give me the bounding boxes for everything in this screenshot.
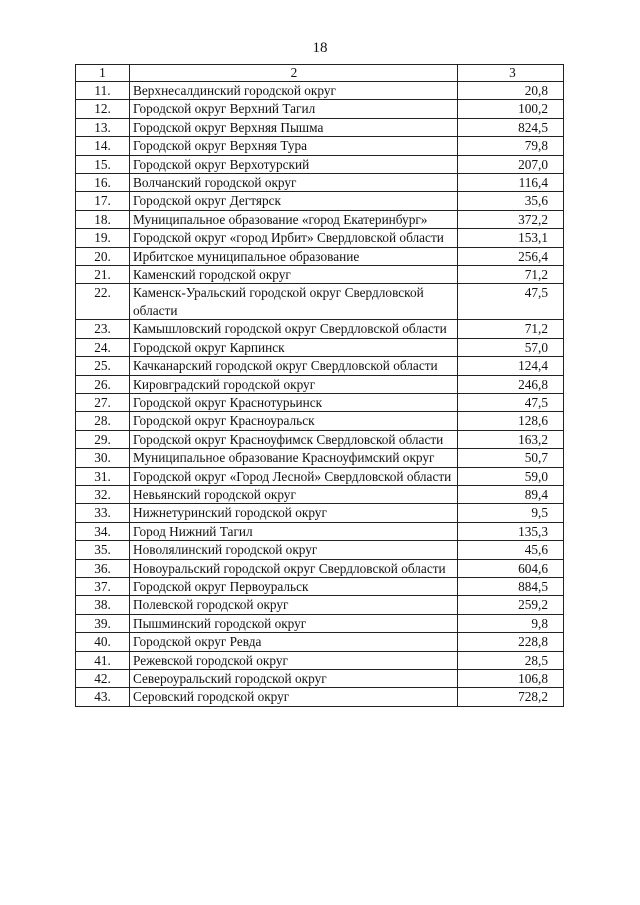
row-number: 20. bbox=[76, 247, 130, 265]
row-name: Муниципальное образование Красноуфимский округ bbox=[130, 449, 458, 467]
page-number: 18 bbox=[312, 40, 328, 56]
row-value: 79,8 bbox=[458, 137, 564, 155]
row-number: 16. bbox=[76, 174, 130, 192]
row-value: 259,2 bbox=[458, 596, 564, 614]
row-number: 32. bbox=[76, 485, 130, 503]
row-name: Новолялинский городской округ bbox=[130, 541, 458, 559]
table-row bbox=[76, 596, 564, 614]
table-row bbox=[76, 651, 564, 669]
row-value: 372,2 bbox=[458, 210, 564, 228]
table-row bbox=[76, 467, 564, 485]
table-row bbox=[76, 485, 564, 503]
row-number: 18. bbox=[76, 210, 130, 228]
row-value: 57,0 bbox=[458, 338, 564, 356]
row-value: 71,2 bbox=[458, 320, 564, 338]
row-number: 30. bbox=[76, 449, 130, 467]
row-name: Каменский городской округ bbox=[130, 266, 458, 284]
row-name: Городской округ Верхотурский bbox=[130, 155, 458, 173]
row-name: Невьянский городской округ bbox=[130, 485, 458, 503]
row-value: 116,4 bbox=[458, 174, 564, 192]
row-number: 25. bbox=[76, 357, 130, 375]
row-name: Ирбитское муниципальное образование bbox=[130, 247, 458, 265]
row-number: 41. bbox=[76, 651, 130, 669]
row-name: Режевской городской округ bbox=[130, 651, 458, 669]
row-name: Городской округ Верхняя Тура bbox=[130, 137, 458, 155]
row-number: 40. bbox=[76, 633, 130, 651]
row-value: 100,2 bbox=[458, 100, 564, 118]
row-value: 35,6 bbox=[458, 192, 564, 210]
table-row bbox=[76, 688, 564, 706]
row-number: 39. bbox=[76, 614, 130, 632]
row-name: Качканарский городской округ Свердловской области bbox=[130, 357, 458, 375]
row-number: 36. bbox=[76, 559, 130, 577]
column-header-value: 3 bbox=[458, 65, 564, 82]
table-row bbox=[76, 559, 564, 577]
row-value: 47,5 bbox=[458, 393, 564, 411]
row-name: Кировградский городской округ bbox=[130, 375, 458, 393]
table-row bbox=[76, 82, 564, 100]
row-number: 23. bbox=[76, 320, 130, 338]
row-number: 12. bbox=[76, 100, 130, 118]
row-name: Городской округ Красноуфимск Свердловской области bbox=[130, 430, 458, 448]
row-value: 135,3 bbox=[458, 522, 564, 540]
row-name: Городской округ Верхний Тагил bbox=[130, 100, 458, 118]
row-name: Городской округ Ревда bbox=[130, 633, 458, 651]
table-row bbox=[76, 100, 564, 118]
row-name: Городской округ «город Ирбит» Свердловской области bbox=[130, 229, 458, 247]
row-name: Городской округ Первоуральск bbox=[130, 577, 458, 595]
table-row bbox=[76, 522, 564, 540]
row-value: 824,5 bbox=[458, 118, 564, 136]
row-number: 33. bbox=[76, 504, 130, 522]
row-value: 50,7 bbox=[458, 449, 564, 467]
row-name: Муниципальное образование «город Екатеринбург» bbox=[130, 210, 458, 228]
table-row bbox=[76, 614, 564, 632]
row-value: 47,5 bbox=[458, 284, 564, 320]
table-body bbox=[76, 65, 564, 707]
table-row bbox=[76, 247, 564, 265]
table-row bbox=[76, 338, 564, 356]
row-value: 246,8 bbox=[458, 375, 564, 393]
row-number: 38. bbox=[76, 596, 130, 614]
row-name: Город Нижний Тагил bbox=[130, 522, 458, 540]
row-name: Городской округ Карпинск bbox=[130, 338, 458, 356]
table-header-row bbox=[76, 65, 564, 82]
row-value: 9,5 bbox=[458, 504, 564, 522]
row-number: 35. bbox=[76, 541, 130, 559]
row-number: 22. bbox=[76, 284, 130, 320]
row-value: 728,2 bbox=[458, 688, 564, 706]
table-row bbox=[76, 393, 564, 411]
row-value: 59,0 bbox=[458, 467, 564, 485]
row-number: 13. bbox=[76, 118, 130, 136]
row-number: 21. bbox=[76, 266, 130, 284]
row-number: 43. bbox=[76, 688, 130, 706]
column-header-name: 2 bbox=[130, 65, 458, 82]
row-value: 124,4 bbox=[458, 357, 564, 375]
table-row bbox=[76, 504, 564, 522]
table-row bbox=[76, 137, 564, 155]
table-row bbox=[76, 430, 564, 448]
table-row bbox=[76, 284, 564, 320]
table-row bbox=[76, 118, 564, 136]
row-name: Североуральский городской округ bbox=[130, 670, 458, 688]
row-value: 207,0 bbox=[458, 155, 564, 173]
allocation-table bbox=[75, 64, 564, 707]
row-value: 28,5 bbox=[458, 651, 564, 669]
table-row bbox=[76, 357, 564, 375]
row-value: 71,2 bbox=[458, 266, 564, 284]
row-number: 31. bbox=[76, 467, 130, 485]
table-row bbox=[76, 229, 564, 247]
row-name: Камышловский городской округ Свердловской области bbox=[130, 320, 458, 338]
table-row bbox=[76, 412, 564, 430]
table-row bbox=[76, 266, 564, 284]
row-name: Городской округ Краснотурьинск bbox=[130, 393, 458, 411]
row-value: 256,4 bbox=[458, 247, 564, 265]
row-value: 106,8 bbox=[458, 670, 564, 688]
row-number: 34. bbox=[76, 522, 130, 540]
row-number: 15. bbox=[76, 155, 130, 173]
row-value: 45,6 bbox=[458, 541, 564, 559]
table-row bbox=[76, 155, 564, 173]
row-name: Новоуральский городской округ Свердловской области bbox=[130, 559, 458, 577]
row-value: 153,1 bbox=[458, 229, 564, 247]
row-name: Нижнетуринский городской округ bbox=[130, 504, 458, 522]
row-value: 604,6 bbox=[458, 559, 564, 577]
table-row bbox=[76, 375, 564, 393]
table-row bbox=[76, 577, 564, 595]
row-name: Верхнесалдинский городской округ bbox=[130, 82, 458, 100]
row-name: Пышминский городской округ bbox=[130, 614, 458, 632]
table-row bbox=[76, 670, 564, 688]
row-name: Городской округ Дегтярск bbox=[130, 192, 458, 210]
table-row bbox=[76, 541, 564, 559]
row-name: Волчанский городской округ bbox=[130, 174, 458, 192]
table-row bbox=[76, 449, 564, 467]
row-value: 9,8 bbox=[458, 614, 564, 632]
row-number: 26. bbox=[76, 375, 130, 393]
row-value: 163,2 bbox=[458, 430, 564, 448]
table-row bbox=[76, 633, 564, 651]
row-value: 89,4 bbox=[458, 485, 564, 503]
row-number: 37. bbox=[76, 577, 130, 595]
table-row bbox=[76, 174, 564, 192]
row-value: 128,6 bbox=[458, 412, 564, 430]
row-value: 884,5 bbox=[458, 577, 564, 595]
table-row bbox=[76, 320, 564, 338]
row-name: Городской округ Верхняя Пышма bbox=[130, 118, 458, 136]
row-name: Городской округ Красноуральск bbox=[130, 412, 458, 430]
row-number: 42. bbox=[76, 670, 130, 688]
row-number: 19. bbox=[76, 229, 130, 247]
row-number: 24. bbox=[76, 338, 130, 356]
row-name: Городской округ «Город Лесной» Свердловской области bbox=[130, 467, 458, 485]
row-number: 29. bbox=[76, 430, 130, 448]
row-value: 228,8 bbox=[458, 633, 564, 651]
table-row bbox=[76, 210, 564, 228]
column-header-number: 1 bbox=[76, 65, 130, 82]
table-row bbox=[76, 192, 564, 210]
row-name: Каменск-Уральский городской округ Свердловской области bbox=[130, 284, 458, 320]
row-number: 11. bbox=[76, 82, 130, 100]
row-name: Серовский городской округ bbox=[130, 688, 458, 706]
row-number: 28. bbox=[76, 412, 130, 430]
row-number: 27. bbox=[76, 393, 130, 411]
row-number: 17. bbox=[76, 192, 130, 210]
row-name: Полевской городской округ bbox=[130, 596, 458, 614]
row-value: 20,8 bbox=[458, 82, 564, 100]
row-number: 14. bbox=[76, 137, 130, 155]
